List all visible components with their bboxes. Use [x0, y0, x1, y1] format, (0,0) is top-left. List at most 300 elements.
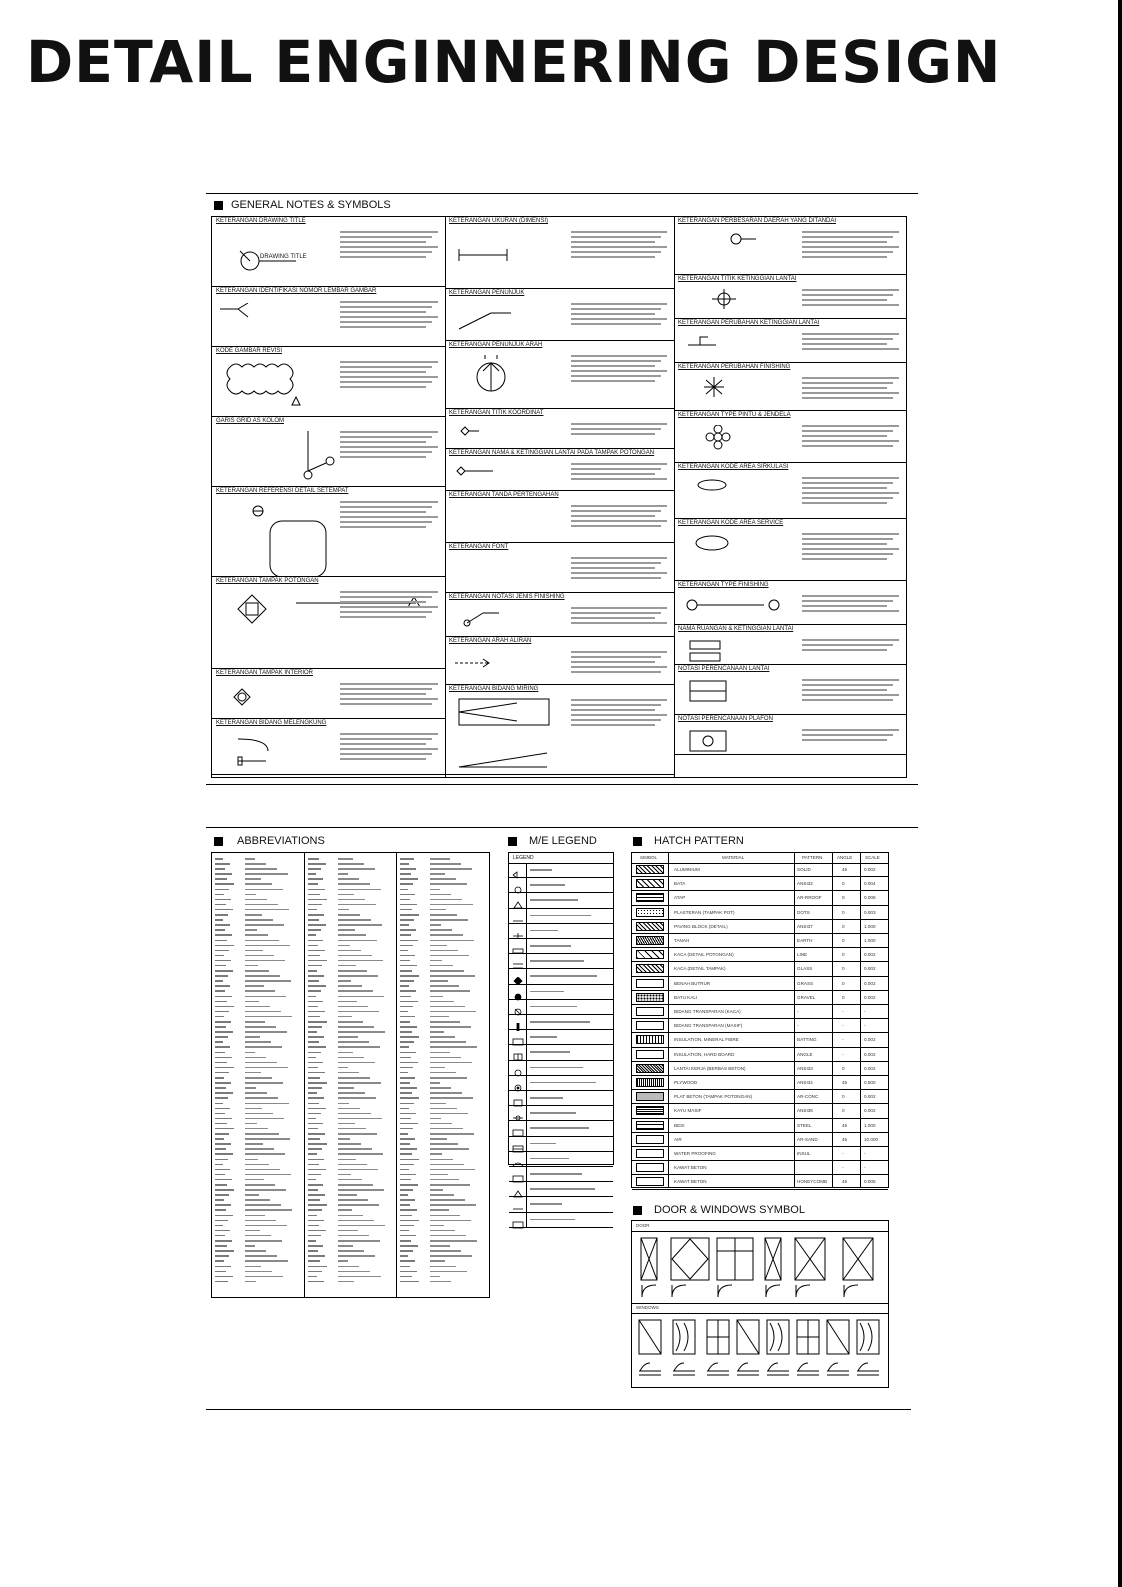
annotation-symbol-icon: [457, 423, 481, 439]
abbreviation-text: [430, 990, 470, 992]
fine-print-line: [571, 236, 661, 238]
note-cell-title: KETERANGAN PERUBAHAN FINISHING: [678, 364, 791, 370]
abbreviation-code: [308, 1062, 323, 1064]
abbreviation-code: [400, 1006, 413, 1008]
hatch-material: PLASTERAN (TAMPAK POT): [674, 909, 735, 915]
fine-print-line: [571, 617, 655, 619]
door-windows-table: [631, 1220, 889, 1388]
window-elevation-icon: [706, 1319, 730, 1355]
fine-print-line: [340, 511, 426, 513]
note-cell-title: KETERANGAN TITIK KOORDINAT: [449, 410, 544, 416]
abbreviation-text: [338, 960, 383, 962]
annotation-symbol-icon: [236, 593, 426, 625]
fine-print-line: [340, 376, 438, 378]
note-cell: [445, 289, 674, 341]
abbreviation-text: [430, 996, 443, 998]
heading-square-icon: [633, 1206, 642, 1215]
abbreviation-code: [308, 929, 321, 931]
fine-print-line: [571, 231, 667, 233]
fine-print-line: [802, 246, 899, 248]
abbreviation-text: [338, 1113, 371, 1115]
abbreviation-text: [430, 904, 473, 906]
hatch-angle: 0: [842, 966, 845, 972]
abbreviation-code: [400, 1194, 408, 1196]
heading-square-icon: [214, 201, 223, 210]
annotation-symbol-icon: [250, 503, 330, 577]
hatch-angle: 0: [842, 952, 845, 958]
hatch-swatch-icon: [636, 922, 664, 931]
abbreviation-code: [400, 1097, 419, 1099]
abbreviation-text: [338, 1271, 370, 1273]
note-cell: [674, 319, 906, 363]
abbreviation-text: [245, 924, 284, 926]
note-cell-title: KETERANGAN DRAWING TITLE: [216, 218, 306, 224]
abbreviation-text: [430, 1097, 473, 1099]
hatch-scale: 0.002: [864, 1037, 876, 1043]
abbreviation-code: [400, 1148, 417, 1150]
abbreviation-code: [308, 868, 321, 870]
abbreviation-code: [308, 1108, 326, 1110]
hatch-pattern: GLASS: [797, 966, 813, 972]
abbreviation-text: [338, 858, 353, 860]
abbreviation-code: [215, 1046, 230, 1048]
abbreviation-code: [308, 1189, 318, 1191]
abbreviation-text: [245, 1153, 285, 1155]
abbreviation-text: [430, 980, 448, 982]
legend-row-divider: [526, 1076, 527, 1090]
abbreviation-text: [430, 1036, 455, 1038]
hatch-row: [632, 1104, 888, 1118]
abbreviation-text: [338, 1031, 385, 1033]
abbreviation-text: [338, 894, 354, 896]
abbreviation-code: [308, 975, 324, 977]
heading-square-icon: [508, 837, 517, 846]
fine-print-line: [802, 548, 899, 550]
abbreviation-code: [400, 1215, 412, 1217]
abbreviation-code: [215, 1215, 233, 1217]
legend-row: [509, 1182, 613, 1197]
abbreviations-heading: [214, 835, 325, 847]
abbreviation-code: [215, 975, 228, 977]
fine-print-line: [571, 360, 661, 362]
abbreviation-text: [338, 990, 373, 992]
abbreviation-code: [215, 970, 233, 972]
abbreviation-code: [400, 1052, 416, 1054]
fine-print-line: [571, 709, 655, 711]
abbreviation-code: [215, 929, 225, 931]
abbreviation-text: [245, 1082, 283, 1084]
hatch-material: BENAH BUTRUR: [674, 980, 711, 986]
fine-print-line: [802, 739, 887, 741]
hatch-swatch-icon: [636, 879, 664, 888]
fine-print-line: [802, 430, 893, 432]
hatch-col-simbol: SIMBOL: [640, 855, 658, 860]
abbreviation-text: [430, 1143, 458, 1145]
fine-print-line: [802, 343, 887, 345]
abbreviation-text: [245, 1209, 292, 1211]
abbreviation-text: [430, 868, 472, 870]
abbreviation-code: [215, 1113, 225, 1115]
hatch-pattern: EARTH: [797, 938, 813, 943]
note-cell-title: KETERANGAN KODE AREA SERVICE: [678, 520, 784, 526]
fine-print-line: [340, 246, 438, 248]
abbreviation-text: [430, 914, 457, 916]
abbreviation-text: [245, 1077, 272, 1079]
hatch-pattern: ANSI37: [797, 923, 813, 929]
abbreviation-code: [400, 909, 412, 911]
fine-print-line: [571, 622, 667, 624]
mechanical-electrical-symbol-icon: [512, 1216, 524, 1224]
abbreviation-text: [338, 1189, 384, 1191]
abbreviation-text: [338, 1082, 381, 1084]
abbreviation-text: [338, 1250, 364, 1252]
note-cell-title: KETERANGAN FONT: [449, 544, 509, 550]
abbreviation-text: [245, 945, 290, 947]
abbreviation-text: [430, 1128, 463, 1130]
abbreviation-text: [430, 1057, 461, 1059]
legend-row: [509, 1076, 613, 1091]
abbreviation-text: [430, 1235, 466, 1237]
fine-print-line: [340, 521, 432, 523]
abbreviation-code: [215, 924, 230, 926]
window-plan-icon: [706, 1361, 730, 1379]
window-plan-icon: [638, 1361, 662, 1379]
hatch-row: [632, 1033, 888, 1047]
hatch-col-material: MATERIAL: [722, 855, 745, 860]
abbreviation-code: [308, 1123, 323, 1125]
fine-print-line: [340, 596, 432, 598]
abbreviation-code: [308, 1026, 322, 1028]
abbreviation-text: [430, 1031, 444, 1033]
hatch-material: PLYWOOD: [674, 1080, 698, 1085]
note-cell: [674, 217, 906, 275]
abbreviation-text: [338, 1021, 363, 1023]
legend-row: [509, 1091, 613, 1106]
fine-print-line: [802, 734, 893, 736]
mechanical-electrical-symbol-icon: [512, 957, 524, 965]
general-notes-column-1: [212, 217, 445, 777]
hatch-angle: 45: [842, 1080, 848, 1085]
note-cell: [674, 665, 906, 715]
abbreviation-text: [245, 863, 266, 865]
abbreviation-text: [430, 1245, 450, 1247]
abbreviation-code: [400, 1245, 418, 1247]
heading-square-icon: [633, 837, 642, 846]
fine-print-line: [571, 423, 667, 425]
note-cell-title: KETERANGAN IDENTIFIKASI NOMOR LEMBAR GAMBAR: [216, 288, 377, 294]
abbreviation-code: [400, 1082, 410, 1084]
abbreviation-code: [400, 1011, 408, 1013]
fine-print-line: [340, 231, 438, 233]
abbreviation-code: [400, 1026, 417, 1028]
abbreviation-code: [215, 1031, 233, 1033]
fine-print-line: [340, 381, 432, 383]
abbreviation-code: [215, 1123, 227, 1125]
legend-row: [509, 1197, 613, 1212]
abbreviation-text: [430, 1225, 444, 1227]
fine-print-line: [802, 382, 893, 384]
abbreviation-code: [215, 909, 233, 911]
fine-print-line: [802, 605, 887, 607]
legend-description: [530, 1188, 595, 1190]
abbreviation-code: [215, 950, 229, 952]
legend-row-divider: [526, 1045, 527, 1059]
mechanical-electrical-symbol-icon: [512, 972, 524, 980]
annotation-symbol-icon: [457, 697, 551, 771]
hatch-angle: 0: [842, 994, 845, 1000]
legend-row-divider: [526, 1213, 527, 1227]
abbreviation-text: [430, 1138, 447, 1140]
abbreviation-text: [245, 1281, 256, 1283]
abbreviation-text: [245, 1271, 272, 1273]
abbreviation-text: [430, 1118, 441, 1120]
hatch-scale: 0.002: [864, 1108, 876, 1114]
abbreviation-code: [308, 1077, 320, 1079]
legend-row-divider: [526, 1121, 527, 1135]
me-legend-heading-text: M/E LEGEND: [529, 835, 597, 847]
hatch-pattern: BATTING: [797, 1037, 817, 1043]
legend-row: [509, 1167, 613, 1182]
abbreviation-code: [400, 1072, 408, 1074]
abbreviation-code: [215, 1169, 230, 1171]
window-plan-icon: [672, 1361, 696, 1379]
abbreviation-text: [245, 1194, 259, 1196]
abbreviation-code: [215, 1184, 227, 1186]
fine-print-line: [340, 693, 426, 695]
abbreviation-text: [245, 1225, 287, 1227]
note-cell: [445, 593, 674, 637]
abbreviation-code: [215, 1174, 225, 1176]
fine-print-line: [340, 386, 426, 388]
abbreviation-code: [215, 934, 232, 936]
abbreviation-text: [338, 1240, 380, 1242]
fine-print-line: [571, 473, 655, 475]
hatch-scale: 10.000: [864, 1136, 879, 1142]
abbreviation-text: [245, 1133, 279, 1135]
fine-print-line: [802, 445, 893, 447]
abbreviation-text: [245, 980, 291, 982]
abbreviation-code: [400, 1118, 411, 1120]
abbreviation-code: [308, 1245, 323, 1247]
mechanical-electrical-symbol-icon: [512, 1048, 524, 1056]
fine-print-line: [802, 497, 893, 499]
fine-print-line: [802, 377, 899, 379]
annotation-symbol-icon: [726, 231, 758, 247]
legend-description: [530, 1143, 556, 1145]
note-cell-title: KETERANGAN PERBESARAN DAERAH YANG DITANDAI: [678, 218, 837, 224]
abbreviation-code: [308, 1011, 325, 1013]
note-cell-title: KETERANGAN PERUBAHAN KETINGGIAN LANTAI: [678, 320, 820, 326]
abbreviation-text: [430, 985, 459, 987]
annotation-symbol-icon: [302, 431, 336, 481]
abbreviation-text: [430, 1179, 459, 1181]
abbreviation-code: [215, 1204, 231, 1206]
abbreviation-code: [215, 996, 232, 998]
fine-print-line: [340, 688, 432, 690]
abbreviation-text: [338, 1052, 353, 1054]
fine-print-line: [340, 501, 438, 503]
hatch-row: [632, 906, 888, 920]
hatch-scale: 0.005: [864, 1179, 876, 1185]
abbreviation-text: [430, 1082, 440, 1084]
note-cell: [445, 409, 674, 449]
fine-print-line: [802, 392, 899, 394]
mechanical-electrical-symbol-icon: [512, 1185, 524, 1193]
abbreviation-text: [338, 1220, 374, 1222]
hatch-scale: 0.002: [864, 1065, 876, 1071]
abbreviation-code: [400, 1036, 419, 1038]
abbreviation-text: [245, 1092, 267, 1094]
fine-print-line: [571, 515, 655, 517]
mechanical-electrical-symbol-icon: [512, 1079, 524, 1087]
abbreviation-code: [400, 996, 411, 998]
note-cell-title: KETERANGAN TAMPAK INTERIOR: [216, 670, 314, 676]
legend-description: [530, 930, 558, 932]
note-cell-title: NAMA RUANGAN & KETINGGIAN LANTAI: [678, 626, 794, 632]
abbreviation-text: [430, 1159, 453, 1161]
column-divider: [304, 853, 305, 1297]
hatch-angle: -: [842, 1051, 844, 1057]
hatch-angle: 0: [842, 895, 845, 901]
abbreviation-code: [400, 940, 418, 942]
annotation-symbol-icon: [453, 653, 493, 673]
hatch-angle: 0: [842, 1108, 845, 1114]
abbreviation-code: [215, 1057, 232, 1059]
mechanical-electrical-symbol-icon: [512, 1155, 524, 1163]
abbreviation-text: [245, 1260, 288, 1262]
legend-description: [530, 960, 584, 962]
abbreviation-code: [400, 1016, 415, 1018]
hatch-row: [632, 1175, 888, 1189]
hatch-material: KAYU MASIF: [674, 1108, 702, 1114]
fine-print-line: [340, 601, 426, 603]
fine-print-line: [571, 520, 667, 522]
abbreviation-text: [245, 975, 280, 977]
fine-print-line: [802, 236, 893, 238]
abbreviation-text: [338, 940, 377, 942]
hatch-angle: 45: [842, 867, 848, 872]
abbreviation-code: [308, 990, 321, 992]
abbreviation-code: [308, 1153, 317, 1155]
fine-print-line: [340, 456, 426, 458]
hatch-row: [632, 891, 888, 905]
abbreviation-code: [400, 904, 417, 906]
abbreviation-code: [400, 1103, 414, 1105]
hatch-material: BATU KALI: [674, 994, 698, 1000]
fine-print-line: [571, 380, 655, 382]
abbreviation-code: [308, 1072, 325, 1074]
abbreviation-code: [400, 1189, 413, 1191]
abbreviation-code: [400, 1230, 409, 1232]
abbreviation-code: [400, 889, 408, 891]
annotation-symbol-icon: [232, 687, 252, 707]
abbreviation-text: [430, 1184, 470, 1186]
legend-row: [509, 1061, 613, 1076]
abbreviation-code: [308, 1067, 318, 1069]
fine-print-line: [571, 365, 655, 367]
abbreviation-code: [400, 970, 412, 972]
fine-print-line: [802, 533, 899, 535]
door-windows-heading-text: DOOR & WINDOWS SYMBOL: [654, 1204, 805, 1216]
mechanical-electrical-symbol-icon: [512, 1140, 524, 1148]
note-cell: [674, 363, 906, 411]
abbreviation-text: [245, 1266, 261, 1268]
abbreviation-code: [215, 1148, 226, 1150]
abbreviation-code: [215, 960, 231, 962]
abbreviation-code: [308, 878, 323, 880]
hatch-swatch-icon: [636, 1177, 664, 1186]
abbreviation-code: [308, 980, 319, 982]
hatch-material: BIDANG TRANSPARAN (KACA): [674, 1009, 741, 1014]
fine-print-line: [340, 301, 438, 303]
hatch-angle: -: [842, 1009, 844, 1014]
abbreviation-text: [245, 965, 258, 967]
door-swing-icon: [764, 1283, 786, 1299]
abbreviation-code: [308, 1128, 318, 1130]
abbreviation-text: [338, 1255, 375, 1257]
abbreviation-text: [338, 863, 364, 865]
abbreviation-text: [430, 889, 440, 891]
fine-print-line: [802, 553, 893, 555]
abbreviation-code: [215, 1189, 234, 1191]
window-elevation-icon: [766, 1319, 790, 1355]
general-notes-heading: [214, 199, 391, 211]
abbreviation-text: [338, 1281, 354, 1283]
hatch-row: [632, 1119, 888, 1133]
hatch-pattern-table: [631, 852, 889, 1188]
abbreviation-text: [245, 883, 272, 885]
window-plan-icon: [766, 1361, 790, 1379]
general-notes-table: [211, 216, 907, 778]
abbreviation-code: [215, 1011, 229, 1013]
fine-print-line: [571, 318, 667, 320]
abbreviation-code: [308, 985, 326, 987]
me-legend-rows: [509, 863, 613, 1164]
hatch-swatch-icon: [636, 1135, 664, 1144]
abbreviation-text: [430, 1072, 456, 1074]
abbreviation-code: [308, 940, 323, 942]
fine-print-line: [802, 425, 899, 427]
abbreviation-code: [400, 1062, 418, 1064]
fine-print-line: [802, 684, 893, 686]
hatch-swatch-icon: [636, 893, 664, 902]
fine-print-line: [802, 477, 899, 479]
abbreviation-text: [338, 1067, 348, 1069]
abbreviation-text: [430, 1266, 456, 1268]
abbreviation-code: [215, 1036, 228, 1038]
abbreviation-text: [430, 940, 474, 942]
abbreviation-text: [245, 1052, 255, 1054]
fine-print-line: [571, 370, 667, 372]
hatch-angle: 0: [842, 1065, 845, 1071]
abbreviation-text: [245, 1255, 277, 1257]
abbreviation-code: [215, 1209, 226, 1211]
note-cell: [212, 417, 445, 487]
abbreviation-text: [245, 1118, 284, 1120]
section-rule-top: [206, 193, 918, 194]
abbreviation-code: [215, 1159, 228, 1161]
abbreviation-text: [430, 945, 447, 947]
abbreviation-text: [430, 1153, 442, 1155]
abbreviation-text: [338, 1204, 379, 1206]
abbreviation-code: [400, 1123, 418, 1125]
legend-row: [509, 1106, 613, 1121]
abbreviation-code: [400, 1209, 417, 1211]
fine-print-line: [802, 699, 893, 701]
abbreviation-text: [338, 899, 365, 901]
hatch-pattern: AR-CONC: [797, 1094, 819, 1100]
legend-description: [530, 975, 597, 977]
